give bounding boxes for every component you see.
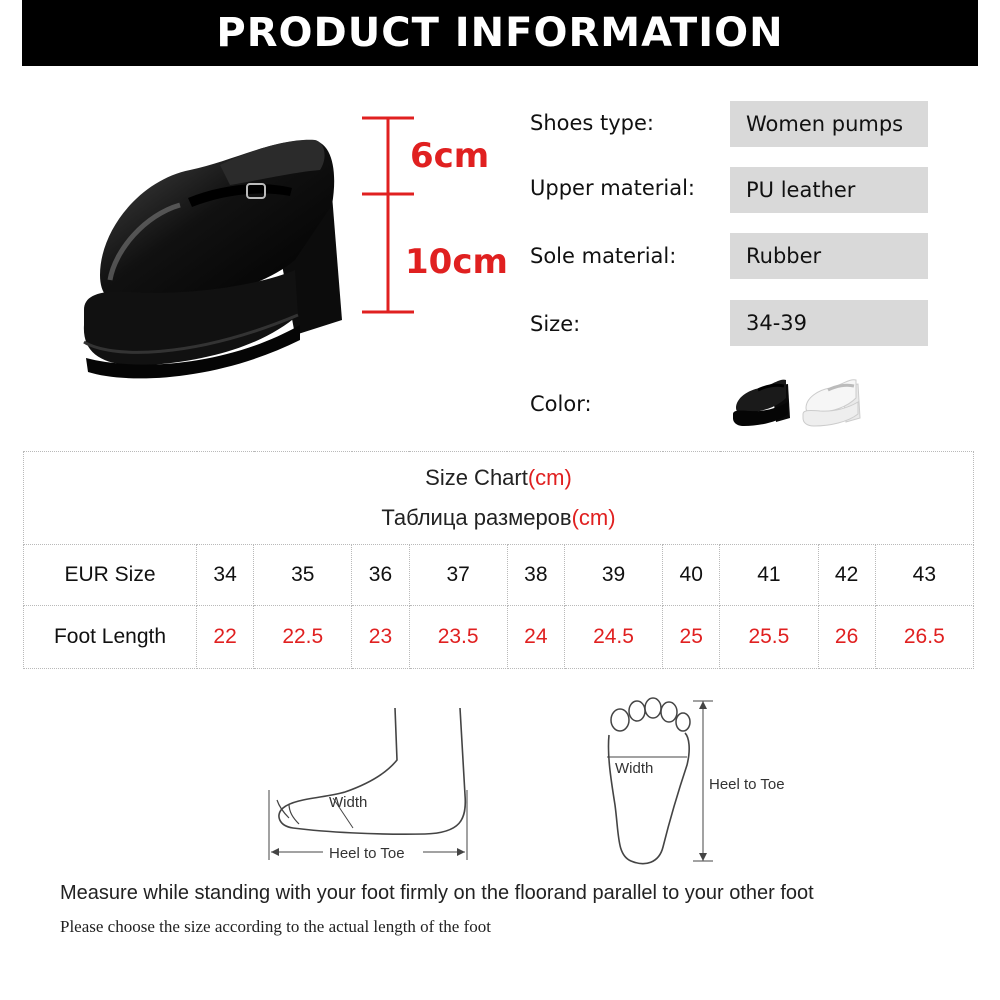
foot-length-cell: 22 xyxy=(197,606,254,669)
foot-length-cell: 26 xyxy=(818,606,875,669)
color-swatch-black[interactable] xyxy=(730,368,794,432)
spec-label-size: Size: xyxy=(530,312,581,336)
color-swatch-white[interactable] xyxy=(800,368,864,432)
upper-height-label: 6cm xyxy=(410,136,490,176)
eur-size-cell: 42 xyxy=(818,545,875,606)
foot-top-diagram xyxy=(595,695,815,870)
size-chart-title-ru xyxy=(24,498,973,538)
eur-size-cell: 41 xyxy=(720,545,818,606)
foot-side-diagram xyxy=(255,700,485,875)
foot-length-cell: 25 xyxy=(663,606,720,669)
size-advice: Please choose the size according to the actual length of the foot xyxy=(60,917,491,936)
eur-size-cell: 37 xyxy=(409,545,507,606)
foot-length-cell: 23.5 xyxy=(409,606,507,669)
eur-size-cell: 35 xyxy=(254,545,352,606)
spec-label-sole-material: Sole material: xyxy=(530,244,677,268)
size-chart-title-cell xyxy=(24,452,974,545)
eur-size-row xyxy=(24,545,974,606)
product-shoe-image xyxy=(70,110,360,400)
foot-length-cell: 24.5 xyxy=(564,606,662,669)
spec-label-upper-material: Upper material: xyxy=(530,176,695,200)
eur-size-header: EUR Size xyxy=(24,545,197,606)
foot-length-cell: 26.5 xyxy=(875,606,973,669)
top-width-label: Width xyxy=(615,760,654,777)
spec-label-color: Color: xyxy=(530,392,592,416)
eur-size-cell: 38 xyxy=(507,545,564,606)
eur-size-cell: 34 xyxy=(197,545,254,606)
measure-instruction: Measure while standing with your foot firmly on the floorand parallel to your other foot xyxy=(60,882,814,904)
top-heel-toe-label: Heel to Toe xyxy=(709,776,785,793)
heel-height-label: 10cm xyxy=(405,242,508,282)
spec-value-sole-material: Rubber xyxy=(730,233,928,279)
size-chart-title-ru-unit: (cm) xyxy=(571,505,616,530)
size-chart-title-unit: (cm) xyxy=(527,465,572,490)
side-width-label: Width xyxy=(329,794,368,811)
header-title: PRODUCT INFORMATION xyxy=(216,10,784,56)
spec-value-upper-material: PU leather xyxy=(730,167,928,213)
spec-value-size: 34-39 xyxy=(730,300,928,346)
size-chart-title-text: Size Chart xyxy=(425,465,528,490)
header-banner xyxy=(22,0,978,66)
foot-length-cell: 24 xyxy=(507,606,564,669)
foot-length-cell: 25.5 xyxy=(720,606,818,669)
size-chart-title-row xyxy=(24,452,974,545)
size-chart-title-ru-text: Таблица размеров xyxy=(381,505,572,530)
spec-value-shoes-type: Women pumps xyxy=(730,101,928,147)
foot-length-cell: 23 xyxy=(352,606,409,669)
size-chart-table xyxy=(23,451,974,669)
eur-size-cell: 40 xyxy=(663,545,720,606)
foot-length-row xyxy=(24,606,974,669)
foot-length-cell: 22.5 xyxy=(254,606,352,669)
foot-length-header: Foot Length xyxy=(24,606,197,669)
eur-size-cell: 39 xyxy=(564,545,662,606)
eur-size-cell: 36 xyxy=(352,545,409,606)
side-heel-toe-label: Heel to Toe xyxy=(329,845,405,862)
size-chart-title xyxy=(24,458,973,498)
eur-size-cell: 43 xyxy=(875,545,973,606)
spec-label-shoes-type: Shoes type: xyxy=(530,111,655,135)
